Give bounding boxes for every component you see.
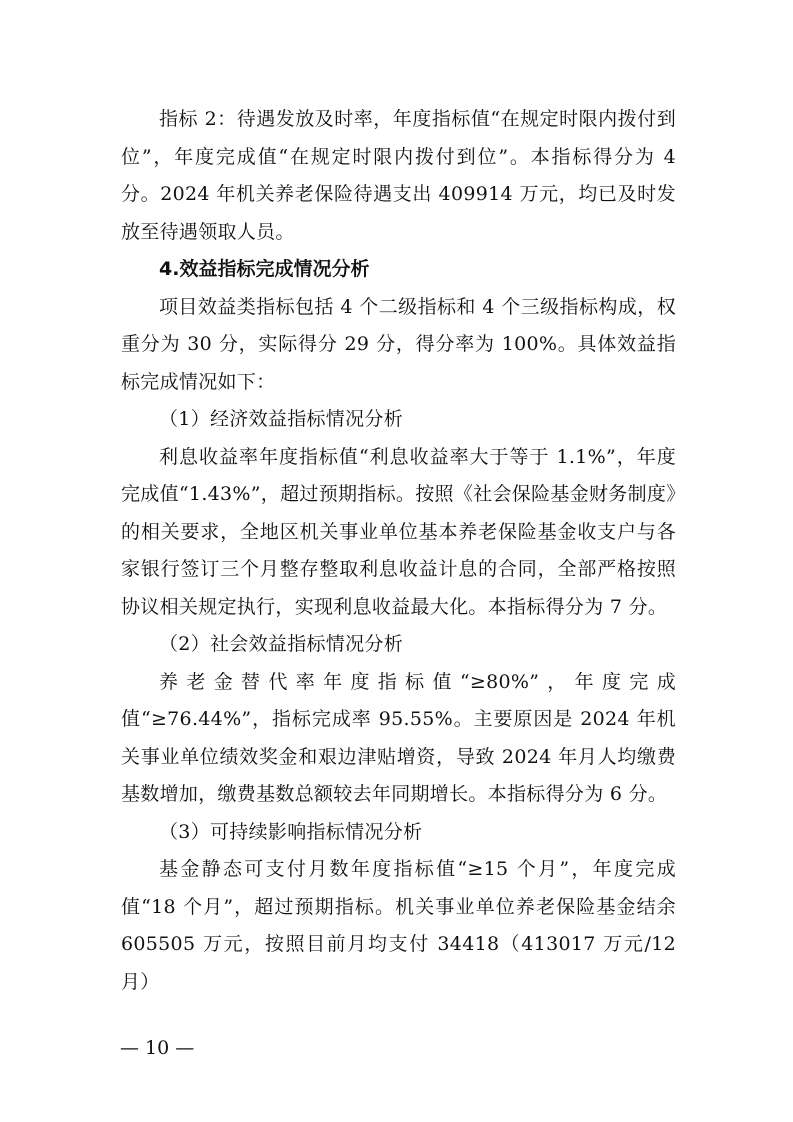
paragraph-indicator-2: 指标 2：待遇发放及时率，年度指标值“在规定时限内拨付到位”，年度完成值“在规定时限内拨付到位”。本指标得分为 4 分。2024 年机关养老保险待遇支出 409914 万元，均已及时发放至待遇领取人员。 bbox=[121, 108, 676, 243]
paragraph-social-benefit: 养老金替代率年度指标值“≥80%”，年度完成值“≥76.44%”，指标完成率 95.55%。主要原因是 2024 年机关事业单位绩效奖金和艰边津贴增资，导致 2024 年月人均缴费基数增加，缴费基数总额较去年同期增长。本指标得分为 6 分。 bbox=[121, 670, 676, 805]
page-number: — 10 — bbox=[120, 1037, 195, 1059]
paragraph-economic-benefit: 利息收益率年度指标值“利息收益率大于等于 1.1%”，年度完成值“1.43%”，超过预期指标。按照《社会保险基金财务制度》的相关要求，全地区机关事业单位基本养老保险基金收支户与各家银行签订三个月整存整取利息收益计息的合同，全部严格按照协议相关规定执行，实现利息收益最大化。本指标得分为 7 分。 bbox=[121, 445, 676, 618]
section-heading-benefit-indicators: 4.效益指标完成情况分析 bbox=[159, 258, 370, 280]
document-body bbox=[121, 101, 676, 1001]
subheading-sustainability: （3）可持续影响指标情况分析 bbox=[159, 820, 423, 843]
subheading-economic-benefit: （1）经济效益指标情况分析 bbox=[159, 408, 403, 430]
paragraph-sustainability: 基金静态可支付月数年度指标值“≥15 个月”，年度完成值“18 个月”，超过预期指标。机关事业单位养老保险基金结余 605505 万元，按照目前月均支付 34418（413017 万元/12 月） bbox=[121, 858, 676, 993]
subheading-social-benefit: （2）社会效益指标情况分析 bbox=[159, 633, 403, 655]
paragraph-benefit-overview: 项目效益类指标包括 4 个二级指标和 4 个三级指标构成，权重分为 30 分，实际得分 29 分，得分率为 100%。具体效益指标完成情况如下： bbox=[121, 295, 676, 393]
